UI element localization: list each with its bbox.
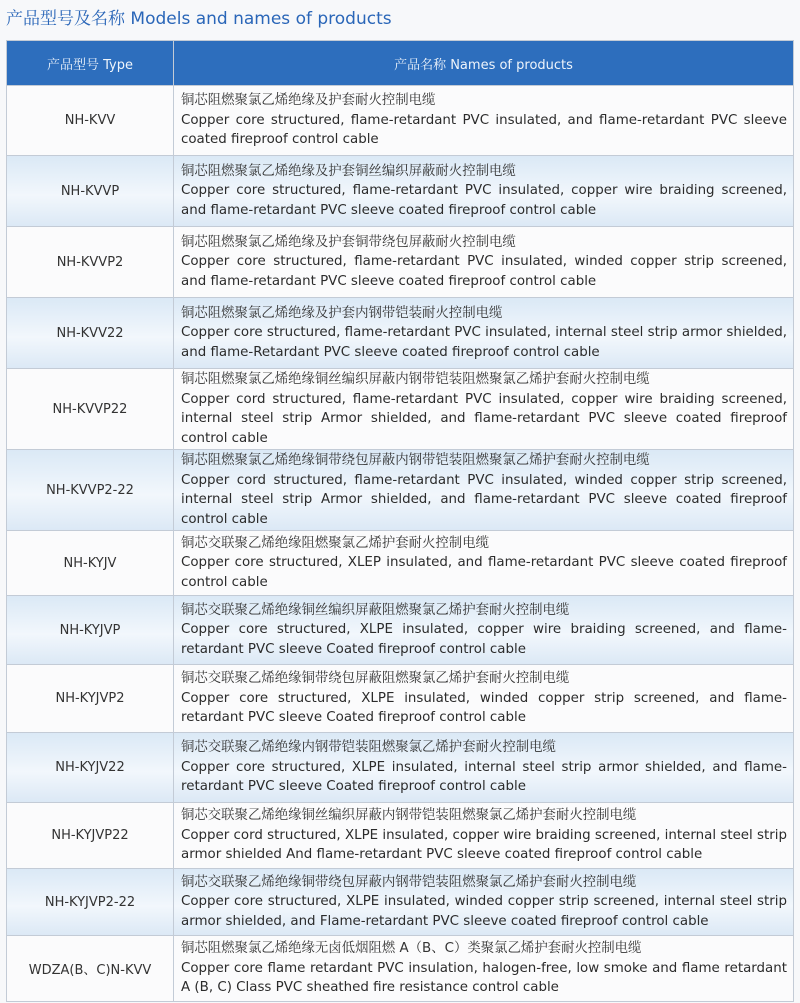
product-name-en: Copper core structured, flame-retardant PVC insulated, winded copper strip screened, and flame-retardant PVC sleeve coated fireproof control cable (181, 254, 787, 289)
product-type: NH-KVV22 (7, 298, 174, 369)
table-row (7, 733, 794, 803)
product-name-en: Copper cord structured, XLPE insulated, copper wire braiding screened, internal steel strip armor shielded And flame-retardant PVC sleeve coated fireproof control cable (181, 827, 787, 863)
product-type: NH-KVVP2 (7, 227, 174, 298)
table-row (7, 531, 794, 596)
product-name-en: Copper core structured, XLPE insulated, winded copper strip screened, and flame-retardant PVC sleeve Coated fireproof control cable (181, 690, 787, 726)
product-name-zh: 铜芯阻燃聚氯乙烯绝缘铜带绕包屏蔽内钢带铠装阻燃聚氯乙烯护套耐火控制电缆 (181, 453, 650, 468)
product-name-cell (174, 803, 794, 869)
product-type: NH-KVV (7, 86, 174, 156)
product-type: NH-KYJVP2-22 (7, 869, 174, 936)
product-name-cell (174, 936, 794, 1002)
table-row (7, 596, 794, 665)
table-row (7, 869, 794, 936)
product-name-cell (174, 227, 794, 298)
product-name-cell (174, 596, 794, 665)
product-name-en: Copper core structured, flame-retardant PVC insulated, copper wire braiding screened, and flame-retardant PVC sleeve coated fireproof control cable (181, 183, 787, 218)
product-name-en: Copper core structured, flame-retardant PVC insulated, and flame-retardant PVC sleeve coated fireproof control cable (181, 112, 787, 148)
product-name-en: Copper cord structured, flame-retardant PVC insulated, winded copper strip screened, internal steel strip Armor shielded, and flame-retardant PVC sleeve coated fireproof control cable (181, 472, 787, 527)
product-name-zh: 铜芯阻燃聚氯乙烯绝缘无卤低烟阻燃 A（B、C）类聚氯乙烯护套耐火控制电缆 (181, 941, 642, 957)
product-name-en: Copper core structured, XLPE insulated, winded copper strip screened, internal steel strip armor shielded, and Flame-retardant PVC sleeve coated fireproof control cable (181, 894, 787, 929)
table-row (7, 803, 794, 869)
product-name-zh: 铜芯交联聚乙烯绝缘内钢带铠装阻燃聚氯乙烯护套耐火控制电缆 (181, 740, 556, 756)
header-names: 产品名称 Names of products (174, 41, 794, 86)
product-name-cell (174, 733, 794, 803)
product-name-en: Copper core flame retardant PVC insulation, halogen-free, low smoke and flame retardant A (B, C) Class PVC sheathed fire resistance control cable (181, 960, 787, 996)
table-row (7, 450, 794, 531)
product-name-en: Copper core structured, XLPE insulated, copper wire braiding screened, and flame-retardant PVC sleeve Coated fireproof control cable (181, 622, 787, 657)
product-name-en: Copper core structured, XLEP insulated, and flame-retardant PVC sleeve coated fireproof control cable (181, 555, 787, 590)
product-name-cell (174, 369, 794, 450)
product-type: NH-KYJV (7, 531, 174, 596)
product-name-cell (174, 86, 794, 156)
product-name-cell (174, 450, 794, 531)
product-type: NH-KYJVP (7, 596, 174, 665)
table-header-row (7, 41, 794, 86)
product-name-zh: 铜芯阻燃聚氯乙烯绝缘及护套耐火控制电缆 (181, 93, 436, 109)
page-title: 产品型号及名称 Models and names of products (6, 9, 392, 29)
products-table (6, 40, 794, 1002)
product-type: NH-KYJV22 (7, 733, 174, 803)
product-name-zh: 铜芯阻燃聚氯乙烯绝缘及护套铜丝编织屏蔽耐火控制电缆 (181, 163, 516, 179)
product-name-cell (174, 156, 794, 227)
product-name-cell (174, 531, 794, 596)
product-type: NH-KVVP22 (7, 369, 174, 450)
product-name-zh: 铜芯交联聚乙烯绝缘铜丝编织屏蔽阻燃聚氯乙烯护套耐火控制电缆 (181, 602, 570, 618)
product-name-cell (174, 298, 794, 369)
table-row (7, 86, 794, 156)
table-row (7, 227, 794, 298)
product-type: NH-KVVP2-22 (7, 450, 174, 531)
product-name-zh: 铜芯交联聚乙烯绝缘铜带绕包屏蔽阻燃聚氯乙烯护套耐火控制电缆 (181, 671, 570, 687)
product-type: NH-KVVP (7, 156, 174, 227)
table-row (7, 936, 794, 1002)
product-name-zh: 铜芯阻燃聚氯乙烯绝缘及护套铜带绕包屏蔽耐火控制电缆 (181, 234, 516, 250)
table-row (7, 665, 794, 733)
product-name-cell (174, 869, 794, 936)
product-name-zh: 铜芯阻燃聚氯乙烯绝缘铜丝编织屏蔽内钢带铠装阻燃聚氯乙烯护套耐火控制电缆 (181, 372, 650, 387)
product-name-zh: 铜芯交联聚乙烯绝缘阻燃聚氯乙烯护套耐火控制电缆 (181, 535, 489, 551)
header-type: 产品型号 Type (7, 41, 174, 86)
product-name-cell (174, 665, 794, 733)
product-name-zh: 铜芯交联聚乙烯绝缘铜丝编织屏蔽内钢带铠装阻燃聚氯乙烯护套耐火控制电缆 (181, 808, 637, 824)
table-row (7, 369, 794, 450)
product-name-en: Copper cord structured, flame-retardant PVC insulated, copper wire braiding screened, internal steel strip Armor shielded, and flame-retardant PVC sleeve coated fireproof control cable (181, 391, 787, 446)
product-type: WDZA(B、C)N-KVV (7, 936, 174, 1002)
product-name-zh: 铜芯交联聚乙烯绝缘铜带绕包屏蔽内钢带铠装阻燃聚氯乙烯护套耐火控制电缆 (181, 874, 637, 890)
product-type: NH-KYJVP2 (7, 665, 174, 733)
product-name-en: Copper core structured, flame-retardant PVC insulated, internal steel strip armor shielded, and flame-Retardant PVC sleeve coated fireproof control cable (181, 325, 787, 360)
table-row (7, 298, 794, 369)
product-type: NH-KYJVP22 (7, 803, 174, 869)
product-name-zh: 铜芯阻燃聚氯乙烯绝缘及护套内钢带铠装耐火控制电缆 (181, 305, 503, 321)
table-row (7, 156, 794, 227)
product-name-en: Copper core structured, XLPE insulated, internal steel strip armor shielded, and flame-retardant PVC sleeve Coated fireproof control cable (181, 759, 787, 795)
